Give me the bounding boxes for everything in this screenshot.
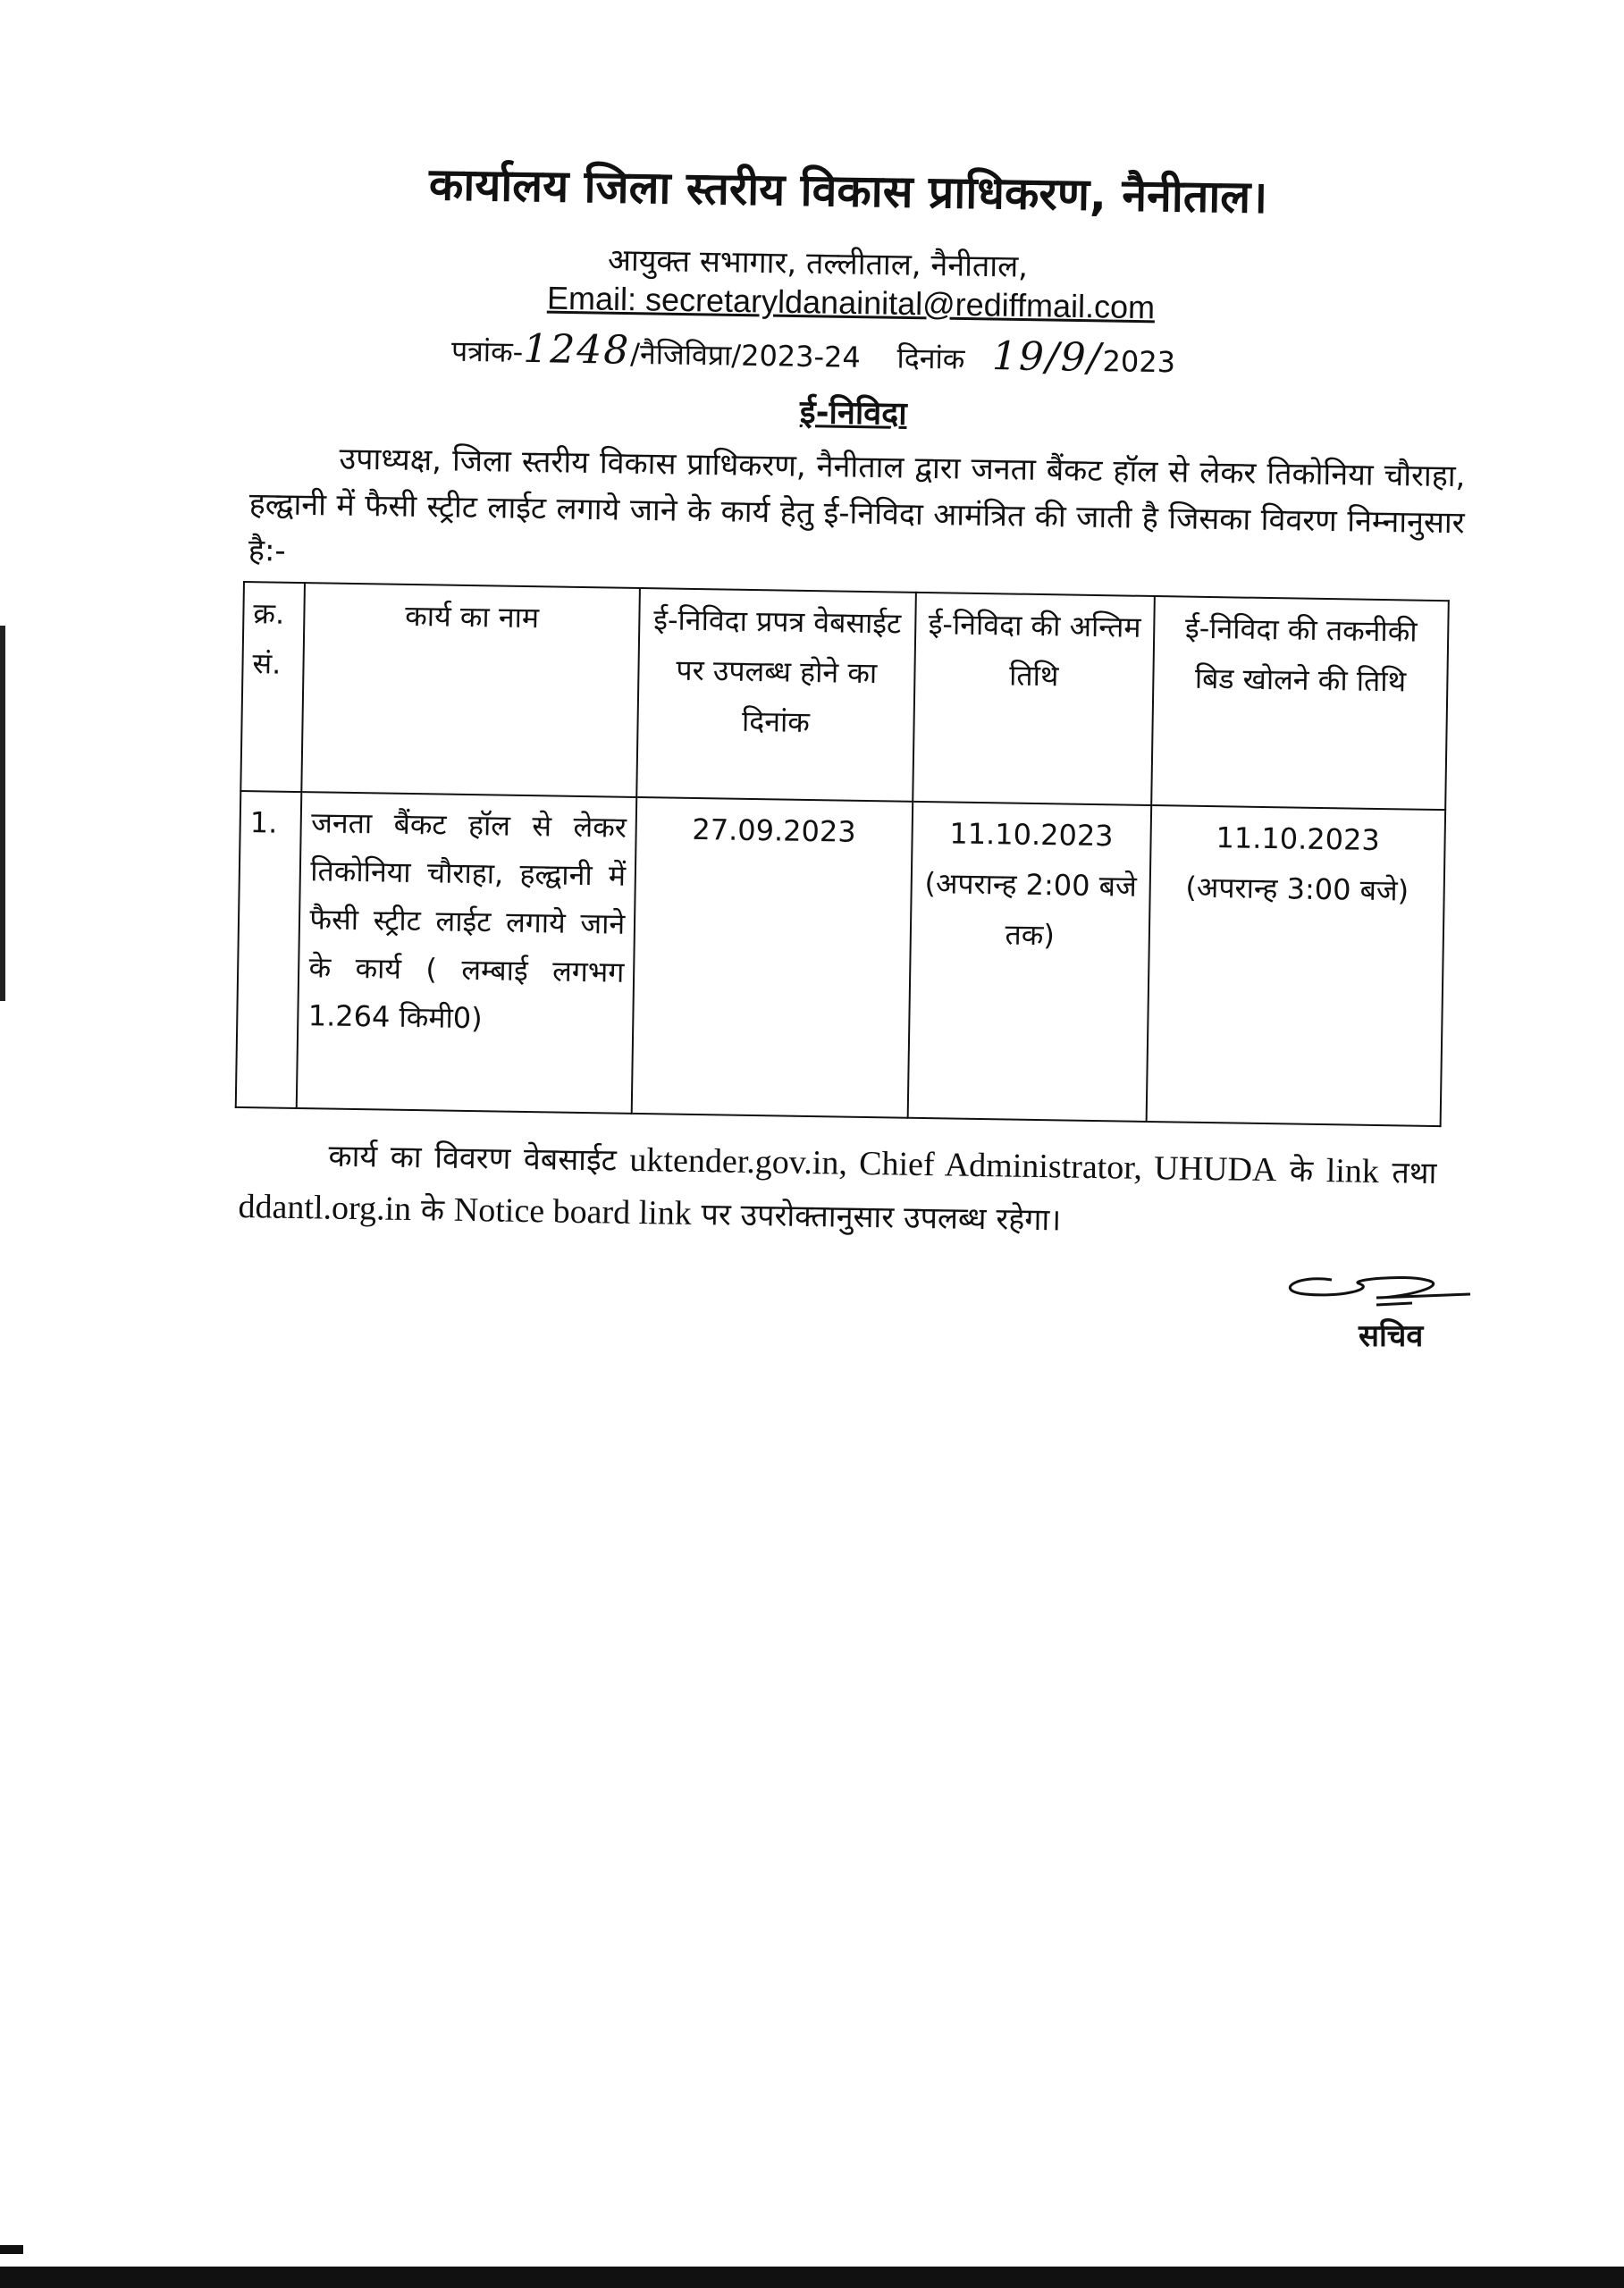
footer-text-5: पर उपरोक्तानुसार उपलब्ध रहेगा। — [701, 1197, 1062, 1239]
scan-edge-left — [0, 626, 5, 1001]
last-date-value: 11.10.2023 — [949, 816, 1114, 854]
ddantl-link-text: ddantl.org.in — [238, 1187, 412, 1229]
header-last-date: ई-निविदा की अन्तिम तिथि — [913, 593, 1155, 805]
footer-text-1: कार्य का विवरण वेबसाईट — [328, 1138, 618, 1179]
signatory-title: सचिव — [1359, 1318, 1424, 1354]
date-year: 2023 — [1102, 344, 1176, 380]
uktender-link-text: uktender.gov.in, Chief Administrator, UHUDA — [629, 1140, 1277, 1190]
date-handwritten: 19/9/ — [991, 333, 1104, 382]
cell-last-date — [907, 802, 1151, 1122]
table-row — [236, 791, 1445, 1126]
signature-scribble — [1269, 1267, 1475, 1321]
last-date-time: (अपरान्ह 2:00 बजे तक) — [924, 866, 1138, 953]
cell-bid-open-date — [1147, 805, 1445, 1126]
document-heading: ई-निविदा — [799, 394, 907, 433]
office-address: आयुक्त सभागार, तल्लीताल, नैनीताल, — [607, 242, 1029, 285]
header-sno: क्र. सं. — [240, 582, 305, 792]
footer-note — [238, 1128, 1437, 1252]
office-title: कार्यालय जिला स्तरीय विकास प्राधिकरण, नैनीताल। — [428, 158, 1268, 223]
intro-paragraph: उपाध्यक्ष, जिला स्तरीय विकास प्राधिकरण, नैनीताल द्वारा जनता बैंकट हॉल से लेकर तिकोनिया चौराहा, हल्द्वानी में फैसी स्ट्रीट लाईट लगाये जाने के कार्य हेतु ई-निविदा आमंत्रित की जाती है जिसका विवरण निम्नानुसार है:- — [248, 441, 1466, 569]
reference-line — [451, 325, 1176, 383]
reference-number-suffix: /नैजिविप्रा/2023-24 — [629, 336, 862, 374]
header-bid-open-date: ई-निविदा की तकनीकी बिड खोलने की तिथि — [1151, 596, 1449, 810]
cell-available-date: 27.09.2023 — [632, 797, 913, 1118]
cell-work-name: जनता बैंकट हॉल से लेकर तिकोनिया चौराहा, हल्द्वानी में फैसी स्ट्रीट लाईट लगाये जाने के कार्य ( लम्बाई लगभग 1.264 किमी0) — [297, 792, 636, 1114]
footer-text-2: के — [1289, 1153, 1314, 1190]
scan-mark — [0, 2245, 23, 2254]
table-header-row — [240, 582, 1449, 810]
cell-sno: 1. — [236, 791, 302, 1108]
bid-open-date-value: 11.10.2023 — [1216, 820, 1381, 858]
reference-prefix: पत्रांक- — [450, 333, 524, 369]
link-word: link — [1325, 1152, 1380, 1191]
footer-text-3: तथा — [1392, 1155, 1437, 1192]
scan-edge-bottom — [0, 2267, 1624, 2288]
bid-open-time: (अपरान्ह 3:00 बजे) — [1185, 870, 1409, 908]
tender-table — [235, 581, 1450, 1127]
footer-text-4: के — [420, 1192, 445, 1229]
reference-number-handwritten: 1248 — [522, 325, 631, 374]
date-label: दिनांक — [896, 341, 965, 376]
notice-board-text: Notice board link — [453, 1190, 693, 1232]
header-work-name: कार्य का नाम — [302, 583, 640, 797]
header-available-date: ई-निविदा प्रपत्र वेबसाईट पर उपलब्ध होने का दिनांक — [636, 588, 915, 802]
office-email: Email: secretaryldanainital@rediffmail.com — [546, 279, 1156, 326]
